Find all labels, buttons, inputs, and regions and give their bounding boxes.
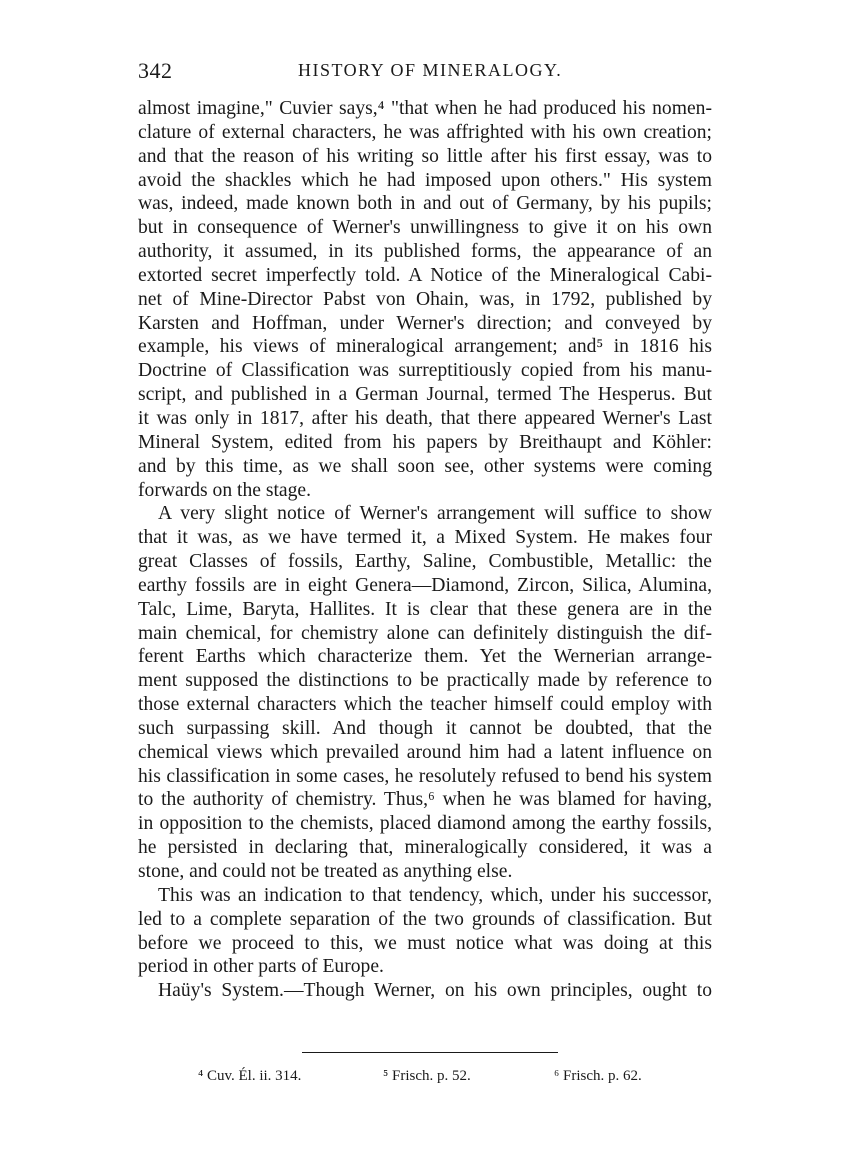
text-line: script, and published in a German Journal, termed The Hesperus. But <box>138 384 712 406</box>
page-number: 342 <box>138 58 173 83</box>
text-line: his classification in some cases, he resolutely refused to bend his system <box>138 765 712 787</box>
text-line: was, indeed, made known both in and out of Germany, by his pupils; <box>138 193 712 215</box>
text-line: A very slight notice of Werner's arrangement will suffice to show <box>158 503 712 525</box>
text-line: and that the reason of his writing so little after his first essay, was to <box>138 145 712 167</box>
text-line: authority, it assumed, in its published forms, the appearance of an <box>138 241 712 263</box>
text-line: avoid the shackles which he had imposed upon others." His system <box>138 169 712 191</box>
text-line: it was only in 1817, after his death, that there appeared Werner's Last <box>138 407 712 429</box>
text-line: almost imagine," Cuvier says,⁴ "that when he had produced his nomen- <box>138 98 712 119</box>
footnote-divider <box>302 1052 558 1053</box>
text-line: Mineral System, edited from his papers by Breithaupt and Köhler: <box>138 431 712 453</box>
text-line: This was an indication to that tendency, which, under his successor, <box>158 884 712 906</box>
text-line: that it was, as we have termed it, a Mixed System. He makes four <box>138 527 712 549</box>
text-line: but in consequence of Werner's unwillingness to give it on his own <box>138 217 712 239</box>
text-line: example, his views of mineralogical arrangement; and⁵ in 1816 his <box>138 336 712 358</box>
text-line: he persisted in declaring that, mineralogically considered, it was a <box>138 837 712 859</box>
text-line: Karsten and Hoffman, under Werner's direction; and conveyed by <box>138 312 712 334</box>
text-line: period in other parts of Europe. <box>138 956 384 978</box>
text-line: main chemical, for chemistry alone can definitely distinguish the dif- <box>138 622 712 644</box>
text-line: extorted secret imperfectly told. A Notice of the Mineralogical Cabi- <box>138 264 712 286</box>
text-line: forwards on the stage. <box>138 479 312 501</box>
body-text <box>138 97 712 1003</box>
text-line: earthy fossils are in eight Genera—Diamond, Zircon, Silica, Alumina, <box>138 574 712 596</box>
text-line: ferent Earths which characterize them. Yet the Wernerian arrange- <box>138 646 712 668</box>
text-line: Doctrine of Classification was surreptitiously copied from his manu- <box>138 360 712 382</box>
footnote: ⁵ Frisch. p. 52. <box>383 1068 471 1084</box>
text-line: led to a complete separation of the two grounds of classification. But <box>138 908 712 930</box>
text-line: to the authority of chemistry. Thus,⁶ when he was blamed for having, <box>138 789 712 811</box>
running-head: HISTORY OF MINERALOGY. <box>298 60 563 80</box>
footnote: ⁶ Frisch. p. 62. <box>554 1068 642 1084</box>
footnotes <box>138 1068 712 1092</box>
text-line: great Classes of fossils, Earthy, Saline, Combustible, Metallic: the <box>138 551 712 573</box>
text-line: and by this time, as we shall soon see, other systems were coming <box>138 455 712 477</box>
text-line: such surpassing skill. And though it cannot be doubted, that the <box>138 717 712 739</box>
text-line: Talc, Lime, Baryta, Hallites. It is clear that these genera are in the <box>138 598 712 620</box>
text-line: Haüy's System.—Though Werner, on his own principles, ought to <box>158 980 712 1002</box>
text-line: chemical views which prevailed around him had a latent influence on <box>138 741 712 763</box>
page-header <box>138 58 712 88</box>
text-line: ment supposed the distinctions to be practically made by reference to <box>138 670 712 692</box>
text-line: stone, and could not be treated as anything else. <box>138 861 513 882</box>
text-line: those external characters which the teacher himself could employ with <box>138 694 712 716</box>
text-line: before we proceed to this, we must notice what was doing at this <box>138 932 712 954</box>
text-line: net of Mine-Director Pabst von Ohain, was, in 1792, published by <box>138 288 712 310</box>
footnote: ⁴ Cuv. Él. ii. 314. <box>198 1068 302 1084</box>
text-line: in opposition to the chemists, placed diamond among the earthy fossils, <box>138 813 712 835</box>
text-line: clature of external characters, he was affrighted with his own creation; <box>138 121 712 143</box>
